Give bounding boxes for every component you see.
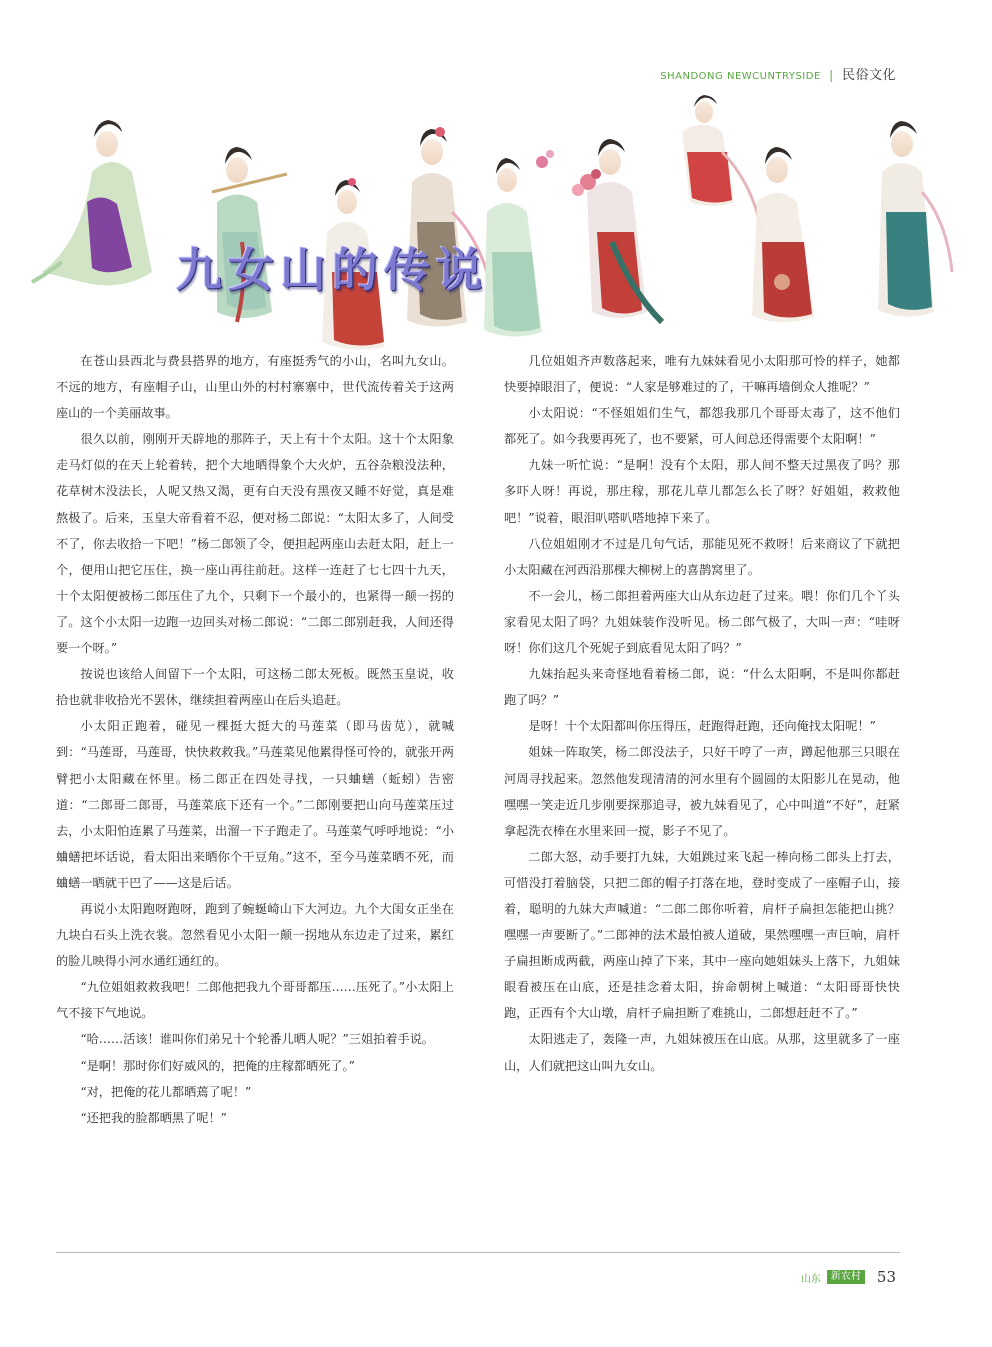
magazine-name: SHANDONG NEWCUNTRYSIDE bbox=[660, 71, 821, 82]
maiden-figure-9 bbox=[878, 121, 952, 317]
paragraph: “哈……活该！谁叫你们弟兄十个轮番儿晒人呢？”三姐拍着手说。 bbox=[80, 1032, 435, 1047]
paragraph: 八位姐姐刚才不过是几句气话，那能见死不救呀！后来商议了下就把小太阳藏在河西沿那棵大柳树上的喜鹊窝里了。 bbox=[504, 536, 900, 577]
paragraph: 在苍山县西北与费县搭界的地方，有座挺秀气的小山，名叫九女山。不远的地方，有座帽子山，山里山外的村村寨寨中，世代流传着关于这两座山的一个美丽故事。 bbox=[56, 354, 454, 421]
text-column-left bbox=[56, 348, 454, 1131]
paragraph: “九位姐姐救救我吧！二郎他把我九个哥哥都压……压死了。”小太阳上气不接下气地说。 bbox=[56, 980, 454, 1021]
paragraph: “对，把俺的花儿都晒蔫了呢！” bbox=[80, 1084, 252, 1099]
paragraph: “还把我的脸都晒黑了呢！” bbox=[80, 1110, 227, 1125]
footer-brand: 山东 bbox=[800, 1273, 821, 1285]
hero-illustration bbox=[22, 92, 962, 354]
paragraph: 姐妹一阵取笑，杨二郎没法子，只好干哼了一声，蹲起他那三只眼在河周寻找起来。忽然他发现清清的河水里有个圆圆的太阳影儿在晃动，他嘿嘿一笑走近几步刚要探那追寻，被九妹看见了，心中叫道“不好”，赶紧拿起洗衣棒在水里来回一搅，影子不见了。 bbox=[504, 745, 900, 838]
paragraph: 按说也该给人间留下一个太阳，可这杨二郎太死板。既然玉皇说，收拾也就非收拾光不罢休，继续担着两座山在后头追赶。 bbox=[56, 667, 454, 708]
footer-divider bbox=[56, 1252, 900, 1253]
page-number: 53 bbox=[876, 1268, 896, 1286]
paragraph: 太阳逃走了，轰隆一声，九姐妹被压在山底。从那，这里就多了一座山，人们就把这山叫九女山。 bbox=[504, 1032, 900, 1073]
page-footer bbox=[801, 1268, 896, 1286]
maiden-figure-1 bbox=[32, 120, 152, 285]
footer-tag: 新农村 bbox=[827, 1270, 865, 1284]
text-column-right bbox=[504, 348, 900, 1079]
paragraph: 不一会儿，杨二郎担着两座大山从东边赶了过来。喂！你们几个丫头家看见太阳了吗？九姐妹装作没听见。杨二郎气极了，大叫一声：“哇呀呀！你们这几个死妮子到底看见太阳了吗？” bbox=[504, 588, 900, 656]
paragraph: 小太阳说：“不怪姐姐们生气，都怨我那几个哥哥太毒了，这不他们都死了。如今我要再死了，也不要紧，可人间总还得需要个太阳啊！” bbox=[504, 406, 900, 447]
maiden-figure-6 bbox=[572, 139, 662, 322]
paragraph: 九妹抬起头来奇怪地看着杨二郎，说：“什么太阳啊，不是叫你都赶跑了吗？” bbox=[504, 667, 900, 708]
paragraph: 再说小太阳跑呀跑呀，跑到了蜿蜒崎山下大河边。九个大闺女正坐在九块白石头上洗衣裳。忽然看见小太阳一颠一拐地从东边走了过来，累红的脸儿映得小河水通红通红的。 bbox=[56, 901, 454, 969]
section-name: 民俗文化 bbox=[841, 68, 896, 83]
paragraph: 很久以前，刚刚开天辟地的那阵子，天上有十个太阳。这十个太阳象走马灯似的在天上轮着转，把个大地晒得象个大火炉，五谷杂粮没法种，花草树木没法长，人呢又热又渴，更有白天没有黑夜又睡不好觉，真是难熬极了。后来，玉皇大帝看着不忍，便对杨二郎说：“太阳太多了，人间受不了，你去收拾一下吧！”杨二郎领了令，便担起两座山去赶太阳，赶上一个，便用山把它压住，换一座山再往前赶。这样一连赶了七七四十九天，十个太阳便被杨二郎压住了九个，只剩下一个最小的，也紧得一颠一拐的了。这个小太阳一边跑一边回头对杨二郎说：“二郎二郎别赶我，人间还得要一个呀。” bbox=[56, 432, 454, 656]
paragraph: 几位姐姐齐声数落起来，唯有九妹妹看见小太阳那可怜的样子，她都快要掉眼泪了，便说：“人家是够难过的了，干嘛再墙倒众人推呢？” bbox=[504, 354, 900, 395]
paragraph: 是呀！十个太阳都叫你压得压，赶跑得赶跑，还向俺找太阳呢！” bbox=[528, 719, 876, 734]
paragraph: 二郎大怒，动手要打九妹，大姐跳过来飞起一棒向杨二郎头上打去，可惜没打着脑袋，只把二郎的帽子打落在地，登时变成了一座帽子山，接着，聪明的九妹大声喊道：“二郎二郎你听着，肩杆子扁担怎能把山挑？嘿嘿一声要断了。”二郎神的法术最怕被人道破，果然嘿嘿一声巨响，肩杆子扁担断成两截，两座山掉了下来，其中一座向她姐妹头上落下，九姐妹眼看被压在山底，还是挂念着太阳，拚命朝树上喊道：“太阳哥哥快快跑，正西有个大山墩，肩杆子扁担断了难挑山，二郎想赶赶不了。” bbox=[504, 849, 900, 1021]
paragraph: “是啊！那时你们好威风的，把俺的庄稼都晒死了。” bbox=[80, 1058, 355, 1073]
paragraph: 九妹一听忙说：“是啊！没有个太阳，那人间不整天过黑夜了吗？那多吓人呀！再说，那庄稼，那花儿草儿都怎么长了呀？好姐姐，救救他吧！”说着，眼泪叭嗒叭嗒地掉下来了。 bbox=[504, 458, 900, 525]
maiden-figure-8 bbox=[752, 147, 814, 322]
paragraph: 小太阳正跑着，碰见一棵挺大挺大的马莲菜（即马齿苋），就喊到：“马莲哥，马莲哥，快快救救我。”马莲菜见他累得怪可怜的，就张开两臂把小太阳藏在怀里。杨二郎正在四处寻找，一只蛐蟮（蚯蚓）告密道：“二郎哥二郎哥，马莲菜底下还有一个。”二郎刚要把山向马莲菜压过去，小太阳怕连累了马莲菜，出溜一下子跑走了。马莲菜气呼呼地说：“小蛐蟮把坏话说，看太阳出来晒你个干豆角。”这不，至今马莲菜晒不死，而蛐蟮一晒就干巴了——这是后话。 bbox=[56, 719, 454, 890]
running-header bbox=[660, 64, 896, 83]
header-separator: | bbox=[829, 68, 834, 82]
maiden-figure-5 bbox=[484, 150, 554, 337]
article-title: 九女山的传说 bbox=[176, 243, 488, 297]
maiden-figure-7 bbox=[682, 95, 762, 232]
nine-maidens-illustration-icon bbox=[22, 92, 962, 354]
